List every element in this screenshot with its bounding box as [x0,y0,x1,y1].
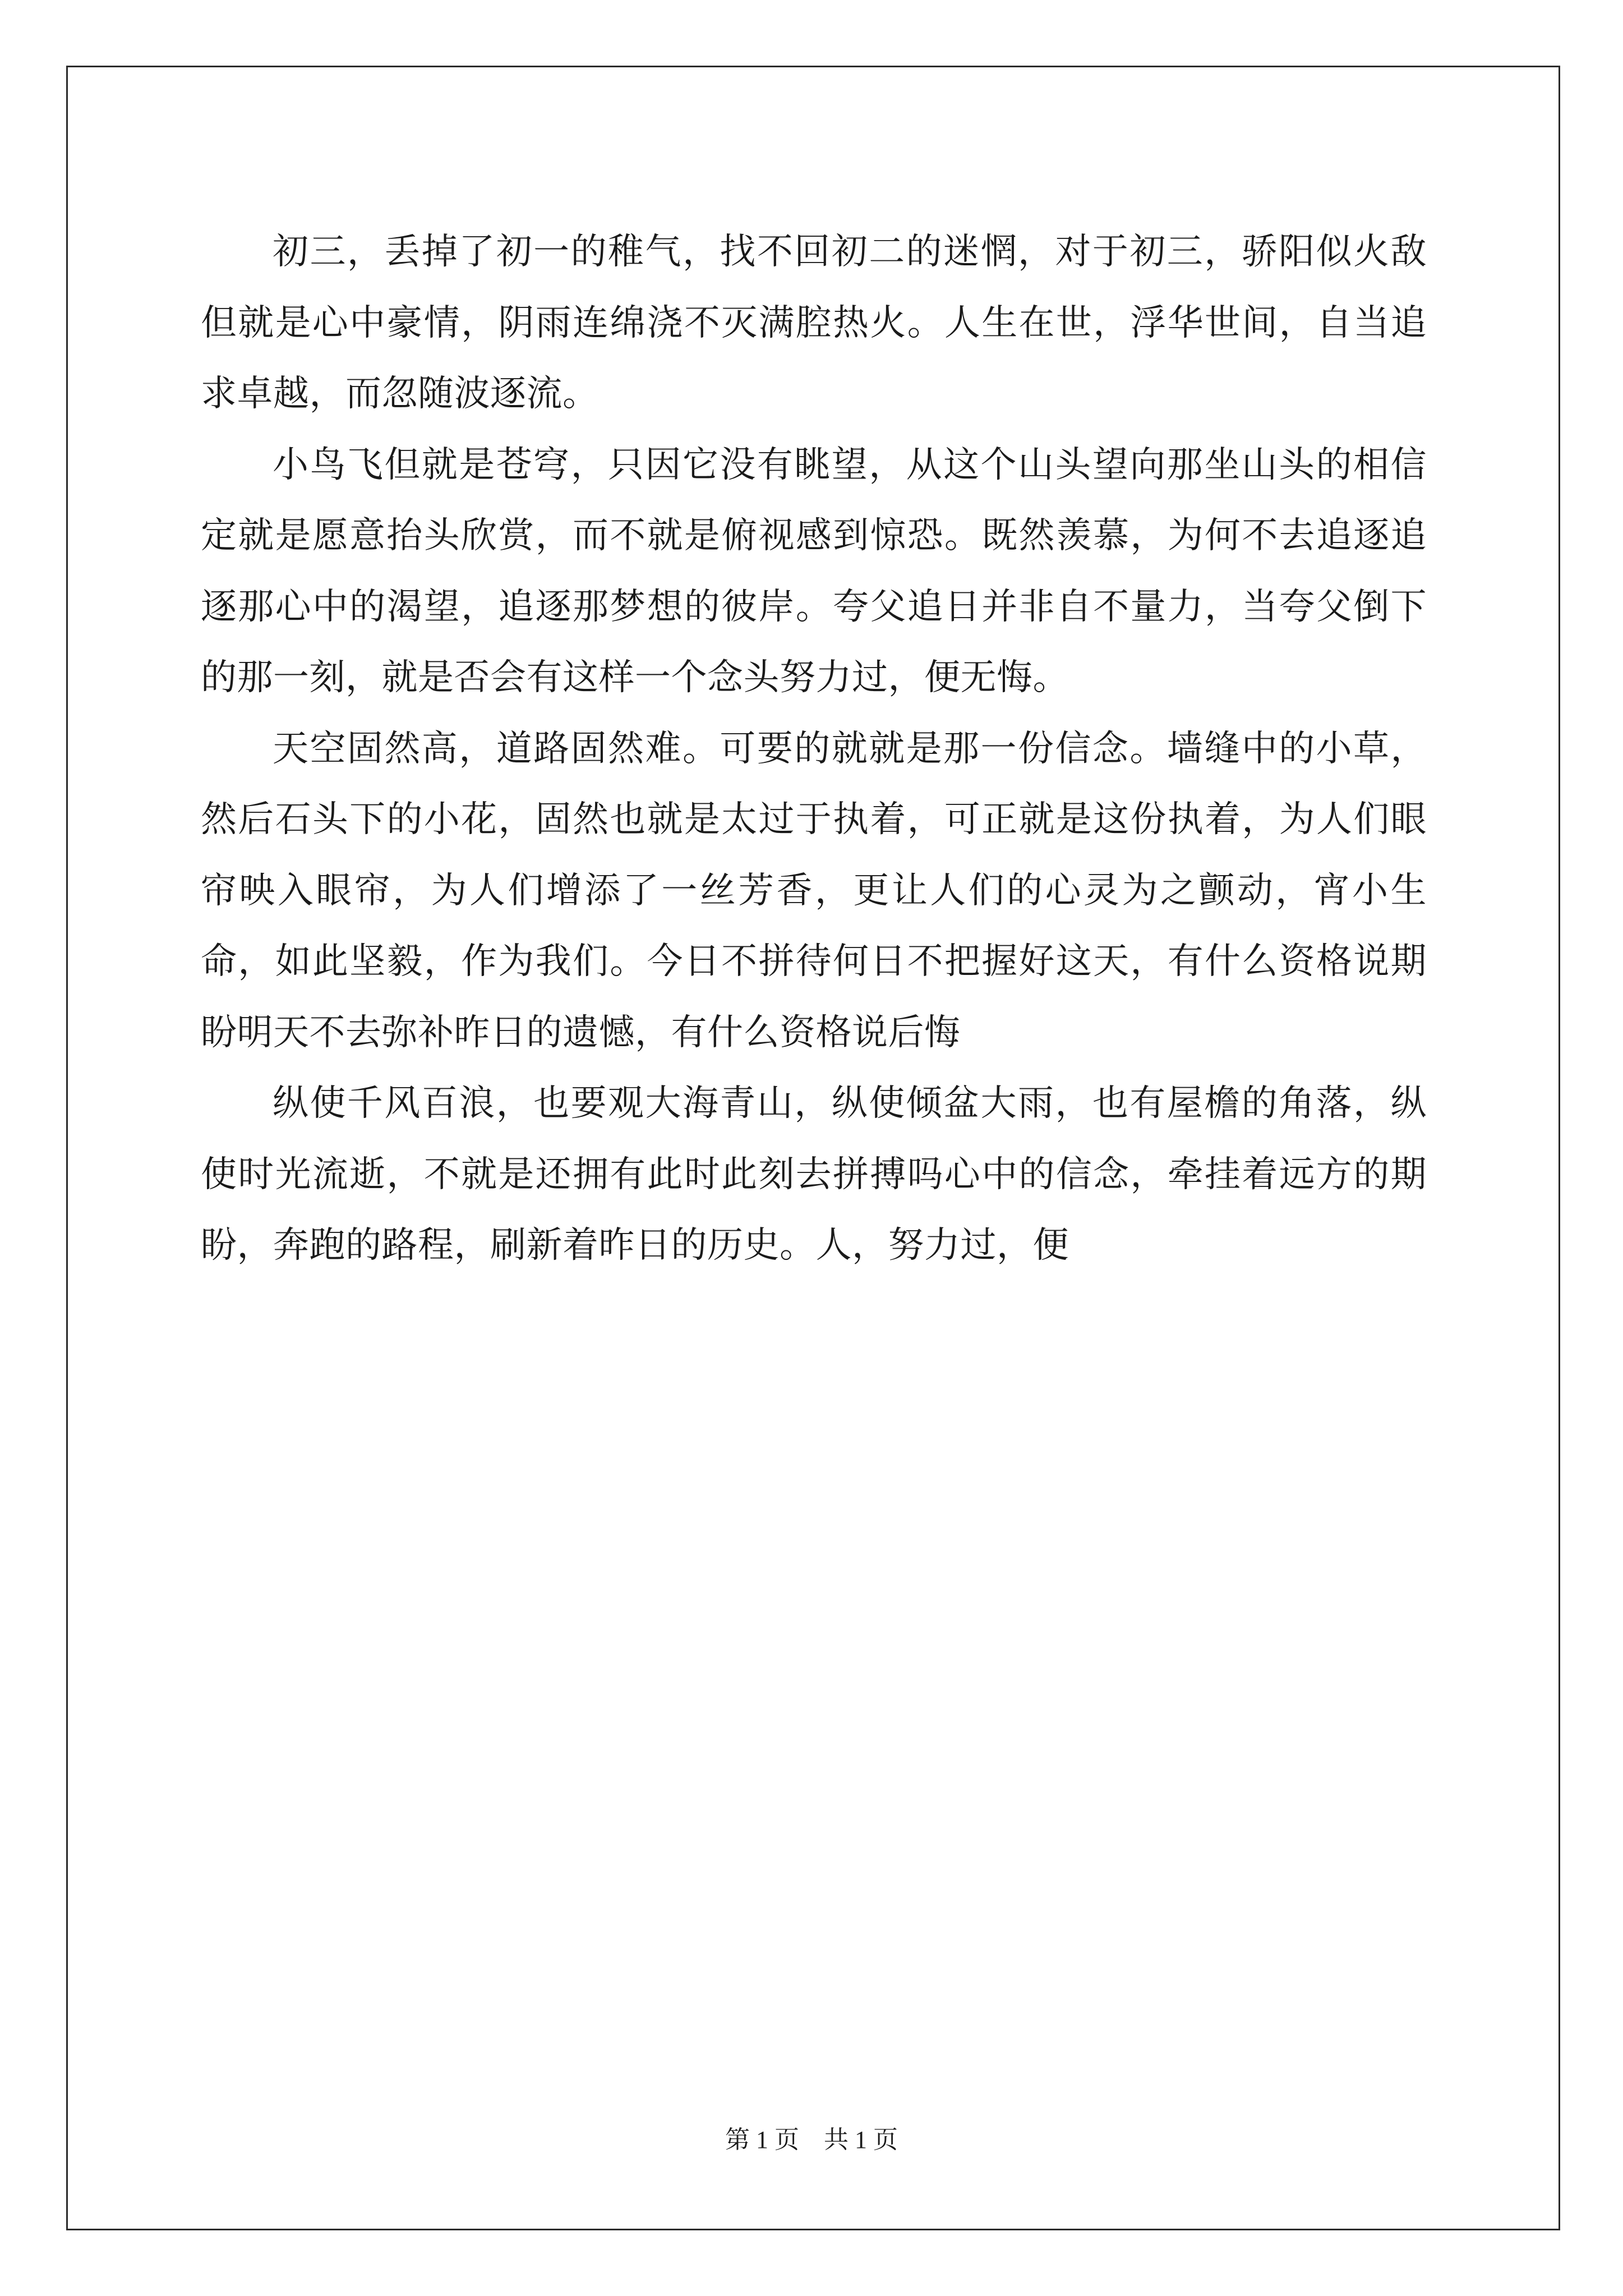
paragraph-2: 小鸟飞但就是苍穹，只因它没有眺望，从这个山头望向那坐山头的相信定就是愿意抬头欣赏，而不就是俯视感到惊恐。既然羡慕，为何不去追逐追逐那心中的渴望，追逐那梦想的彼岸。夸父追日并非自不量力，当夸父倒下的那一刻，就是否会有这样一个念头努力过，便无悔。 [201,444,1427,698]
document-body [201,217,1427,1281]
page-number-footer: 第 1 页 共 1 页 [725,2126,898,2154]
paragraph-3: 天空固然高，道路固然难。可要的就就是那一份信念。墙缝中的小草，然后石头下的小花，固然也就是太过于执着，可正就是这份执着，为人们眼帘映入眼帘，为人们增添了一丝芳香，更让人们的心灵为之颤动，宵小生命，如此坚毅，作为我们。今日不拼待何日不把握好这天，有什么资格说期盼明天不去弥补昨日的遗憾，有什么资格说后悔 [201,728,1427,1053]
paragraph-4: 纵使千风百浪，也要观大海青山，纵使倾盆大雨，也有屋檐的角落，纵使时光流逝，不就是还拥有此时此刻去拼搏吗心中的信念，牵挂着远方的期盼，奔跑的路程，刷新着昨日的历史。人，努力过，便 [201,1083,1427,1266]
paragraph-1: 初三，丢掉了初一的稚气，找不回初二的迷惘，对于初三，骄阳似火敌但就是心中豪情，阴雨连绵浇不灭满腔热火。人生在世，浮华世间，自当追求卓越，而忽随波逐流。 [201,231,1427,415]
